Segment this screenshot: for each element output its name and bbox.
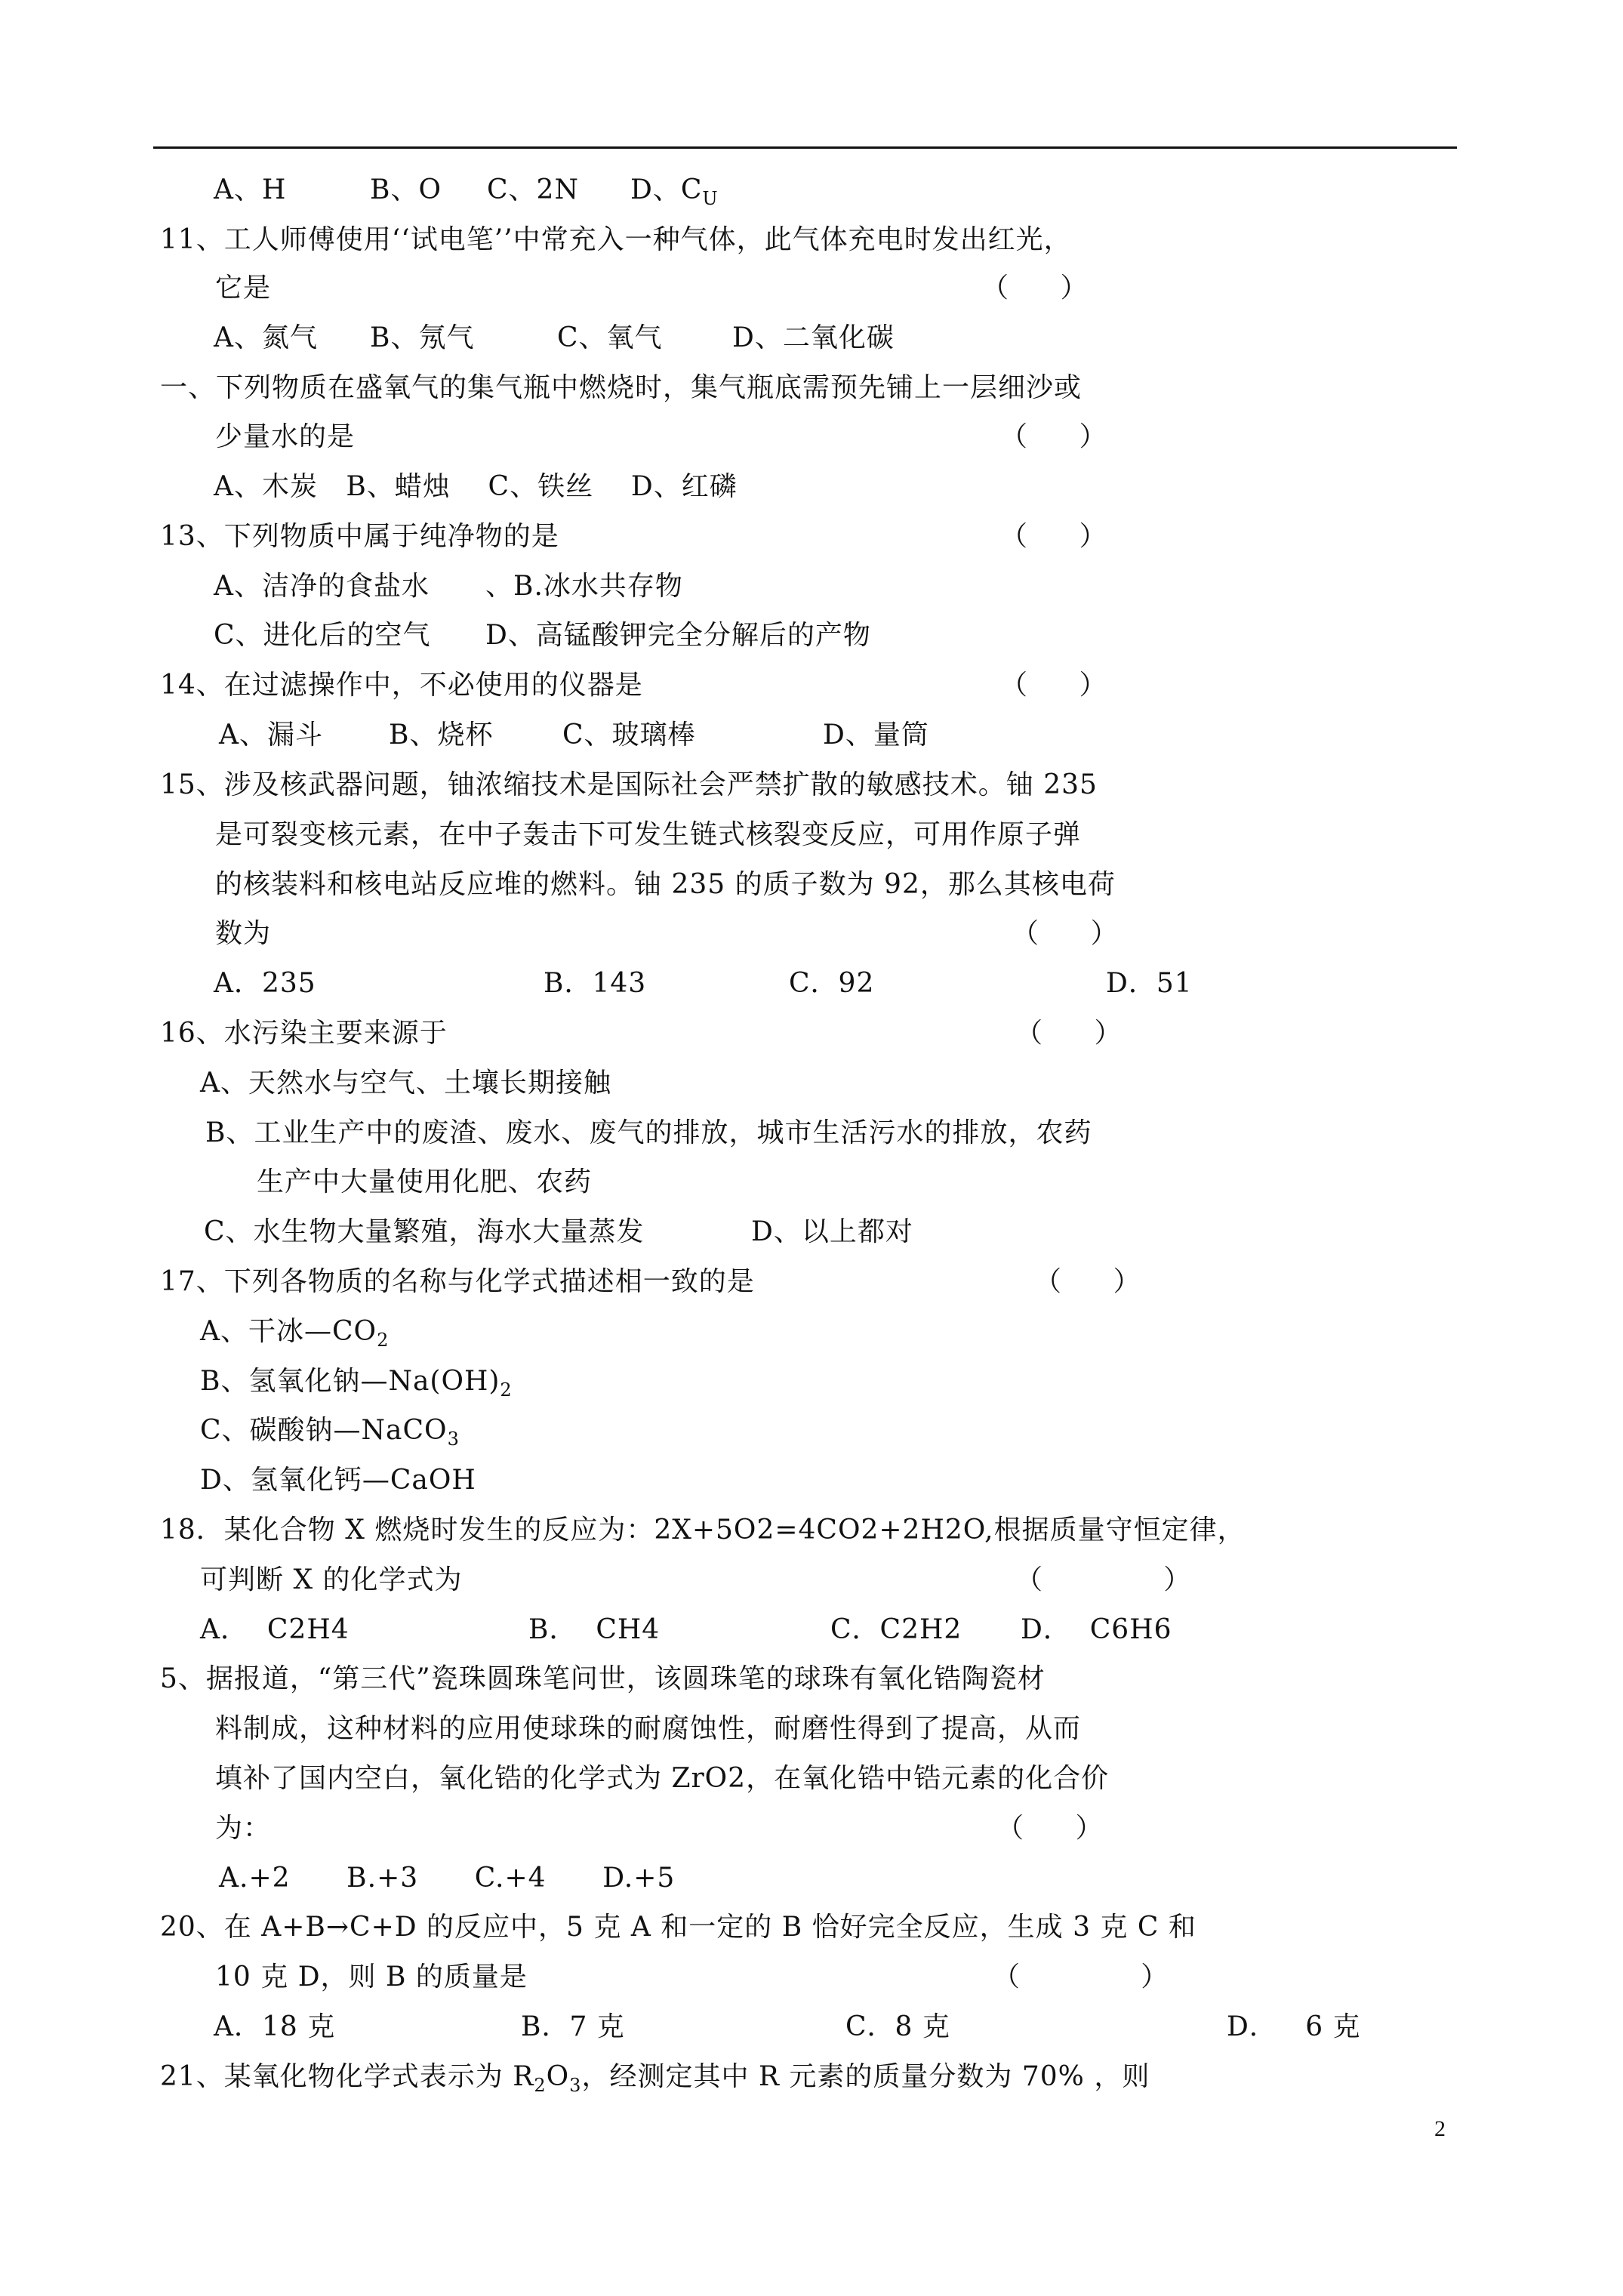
q20-option-b: B．7 克 <box>521 2011 625 2042</box>
q17-option-c: C、碳酸钠—NaCO$_3$ <box>200 1415 460 1450</box>
q18-option-c: C．C2H2 <box>830 1614 962 1645</box>
q14-option-d: D、量筒 <box>823 720 929 750</box>
q17-answer-blank: （ ） <box>1034 1266 1141 1297</box>
q11-option-b: B、氖气 <box>370 322 475 353</box>
page-number: 2 <box>1434 2116 1446 2141</box>
q18-stem-line1: 18．某化合物 X 燃烧时发生的反应为：2X+5O2=4CO2+2H2O,根据质量守恒定律， <box>160 1515 1246 1546</box>
q19-answer-blank: （ ） <box>996 1813 1103 1844</box>
q16-option-d: D、以上都对 <box>751 1216 913 1247</box>
q18-answer-blank: （ ） <box>1015 1564 1191 1595</box>
q15-answer-blank: （ ） <box>1012 918 1118 949</box>
q13-answer-blank: （ ） <box>1000 521 1107 552</box>
q10-option-b: B、O <box>370 174 442 205</box>
q15-stem-line2: 是可裂变核元素，在中子轰击下可发生链式核裂变反应，可用作原子弹 <box>215 819 1082 850</box>
q11-stem-line1: 11、工人师傅使用‘‘试电笔’’中常充入一种气体，此气体充电时发出红光， <box>160 224 1072 255</box>
q15-stem-line4: 数为 <box>215 918 272 949</box>
q16-option-b-line2: 生产中大量使用化肥、农药 <box>257 1166 593 1197</box>
q13-stem: 13、下列物质中属于纯净物的是 <box>160 521 559 552</box>
q20-answer-blank: （ ） <box>993 1962 1169 1992</box>
q11-option-d: D、二氧化碳 <box>732 322 895 353</box>
q11-stem-line2: 它是 <box>215 273 272 304</box>
q10-option-d: D、$C_U$ <box>630 174 719 210</box>
q13-option-c: C、进化后的空气 <box>214 620 431 651</box>
q17-stem: 17、下列各物质的名称与化学式描述相一致的是 <box>160 1266 755 1297</box>
q13-option-b: 、B.冰水共存物 <box>485 571 683 602</box>
q18-option-a: A． C2H4 <box>200 1614 350 1645</box>
q19-options: A.+2 B.+3 C.+4 D.+5 <box>219 1863 676 1894</box>
q14-option-c: C、玻璃棒 <box>562 720 696 750</box>
q14-option-a: A、漏斗 <box>219 720 323 750</box>
q16-stem: 16、水污染主要来源于 <box>160 1018 448 1049</box>
q11-option-a: A、氮气 <box>214 322 318 353</box>
q12-options: A、木炭 B、蜡烛 C、铁丝 D、红磷 <box>214 471 738 502</box>
q16-option-b-line1: B、工业生产中的废渣、废水、废气的排放，城市生活污水的排放，农药 <box>205 1117 1092 1148</box>
q17-option-b: B、氢氧化钠$—Na(OH)_2$ <box>200 1366 513 1401</box>
q18-option-d: D． C6H6 <box>1021 1614 1172 1645</box>
q20-option-a: A．18 克 <box>214 2011 336 2042</box>
q11-option-c: C、氧气 <box>557 322 663 353</box>
q15-stem-line1: 15、涉及核武器问题，铀浓缩技术是国际社会严禁扩散的敏感技术。铀 235 <box>160 769 1098 800</box>
q19-stem-line3: 填补了国内空白，氧化锆的化学式为 ZrO2，在氧化锆中锆元素的化合价 <box>215 1763 1110 1794</box>
q15-option-d: D．51 <box>1106 968 1193 999</box>
q12-stem-line1: 一、下列物质在盛氧气的集气瓶中燃烧时，集气瓶底需预先铺上一层细沙或 <box>160 372 1083 403</box>
q15-option-c: C．92 <box>789 968 875 999</box>
q15-option-b: B．143 <box>544 968 647 999</box>
q10-option-c: C、2N <box>487 174 579 205</box>
q20-stem-line1: 20、在 A+B→C+D 的反应中，5 克 A 和一定的 B 恰好完全反应，生成 3 克 C 和 <box>160 1912 1196 1943</box>
q19-stem-line2: 料制成，这种材料的应用使球珠的耐腐蚀性，耐磨性得到了提高，从而 <box>215 1713 1082 1744</box>
q16-option-a: A、天然水与空气、土壤长期接触 <box>200 1068 611 1099</box>
q21-stem: 21、某氧化物化学式表示为 $R_2O_3$，经测定其中 R 元素的质量分数为 70% ，则 <box>160 2061 1150 2097</box>
q15-stem-line3: 的核装料和核电站反应堆的燃料。铀 235 的质子数为 92，那么其核电荷 <box>215 869 1116 900</box>
q19-stem-line1: 5、据报道，“第三代”瓷珠圆珠笔问世，该圆珠笔的球珠有氧化锆陶瓷材 <box>160 1663 1046 1694</box>
q14-option-b: B、烧杯 <box>389 720 494 750</box>
q15-option-a: A．235 <box>214 968 316 999</box>
q12-answer-blank: （ ） <box>1000 421 1107 452</box>
q20-option-c: C．8 克 <box>845 2011 950 2042</box>
q14-answer-blank: （ ） <box>1000 670 1107 701</box>
q13-option-a: A、洁净的食盐水 <box>214 571 430 602</box>
q10-option-a: A、H <box>214 174 287 205</box>
q16-option-c: C、水生物大量繁殖，海水大量蒸发 <box>204 1216 645 1247</box>
q14-stem: 14、在过滤操作中，不必使用的仪器是 <box>160 670 643 701</box>
header-rule <box>153 146 1457 149</box>
q17-option-a: A、干冰$—CO_2$ <box>200 1316 390 1351</box>
q20-option-d: D． 6 克 <box>1227 2011 1361 2042</box>
q18-stem-line2: 可判断 X 的化学式为 <box>200 1564 463 1595</box>
q17-option-d: D、氢氧化钙—CaOH <box>200 1465 476 1496</box>
q18-option-b: B． CH4 <box>528 1614 661 1645</box>
q19-stem-line4: 为： <box>215 1813 272 1844</box>
q20-stem-line2: 10 克 D，则 B 的质量是 <box>215 1962 528 1992</box>
q11-answer-blank: （ ） <box>981 273 1088 304</box>
q16-answer-blank: （ ） <box>1015 1018 1122 1049</box>
q13-option-d: D、高锰酸钾完全分解后的产物 <box>485 620 871 651</box>
q12-stem-line2: 少量水的是 <box>215 421 356 452</box>
